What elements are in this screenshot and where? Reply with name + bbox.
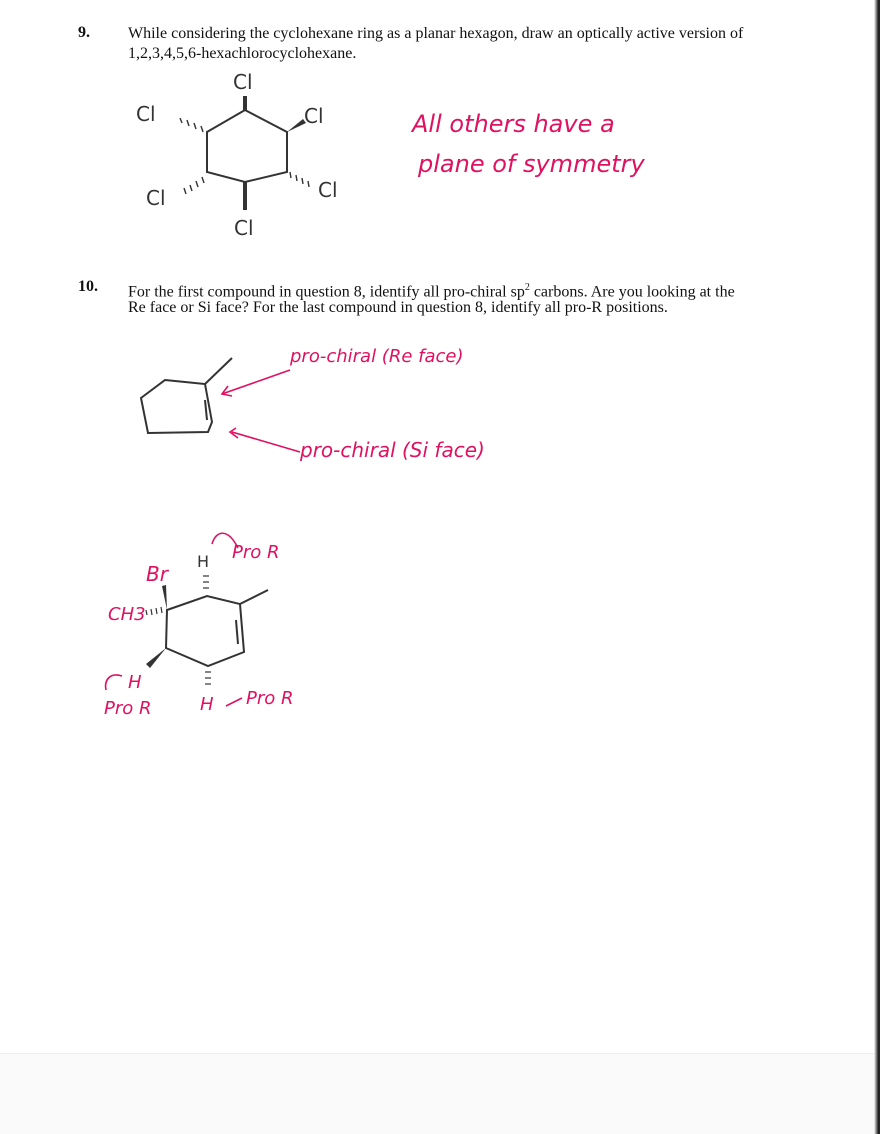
q10-label-pro-r-bottom: Pro R bbox=[246, 688, 294, 709]
q9-cl-left-bottom: Cl bbox=[146, 186, 166, 210]
question-10-text-line1-post: carbons. Are you looking at the bbox=[529, 283, 735, 301]
question-10-text-line2: Re face or Si face? For the last compound in question 8, identify all pro-R positions. bbox=[128, 299, 668, 316]
q10-bottom-methyl bbox=[240, 590, 268, 604]
q10-bottom-double-bond bbox=[236, 620, 238, 644]
question-9-number: 9. bbox=[78, 24, 90, 41]
q10-hash-h-bottom bbox=[205, 672, 211, 684]
q9-cl-top: Cl bbox=[233, 70, 253, 94]
q9-note-line2: plane of symmetry bbox=[418, 150, 645, 178]
question-10-text-line1-pre: For the first compound in question 8, identify all pro-chiral sp bbox=[128, 283, 525, 301]
q9-cl-left-top: Cl bbox=[136, 102, 156, 126]
q10-arrow-pro-r-left bbox=[106, 675, 122, 690]
q10-bottom-hexagon bbox=[166, 596, 244, 666]
q10-label-re: pro-chiral (Re face) bbox=[290, 346, 464, 367]
q10-label-br: Br bbox=[146, 562, 168, 586]
q10-bottom-bonds bbox=[146, 576, 211, 684]
q10-hash-h-top bbox=[203, 576, 209, 588]
q10-label-h-left: H bbox=[128, 672, 142, 693]
q10-bottom-ring bbox=[166, 590, 268, 666]
q10-label-h-top: H bbox=[197, 552, 210, 571]
q10-label-si: pro-chiral (Si face) bbox=[300, 438, 485, 462]
q10-arrow-pro-r-bottom bbox=[226, 698, 242, 706]
q9-note-line1: All others have a bbox=[412, 110, 615, 138]
q9-cl-right-top: Cl bbox=[304, 104, 324, 128]
page-bottom-margin bbox=[0, 1053, 880, 1134]
q10-label-pro-r-top: Pro R bbox=[232, 542, 280, 563]
question-10-number: 10. bbox=[78, 278, 98, 295]
q10-label-ch3: CH3 bbox=[108, 604, 146, 625]
q10-wedge-h-left bbox=[146, 648, 166, 668]
q9-cl-right-bottom: Cl bbox=[318, 178, 338, 202]
page-right-edge bbox=[874, 0, 880, 1134]
q10-hash-ch3 bbox=[146, 607, 162, 615]
question-9-text-line2: 1,2,3,4,5,6-hexachlorocyclohexane. bbox=[128, 45, 357, 62]
q9-cl-bottom: Cl bbox=[234, 216, 254, 240]
q10-label-pro-r-left: Pro R bbox=[104, 698, 152, 719]
q10-wedge-br bbox=[162, 585, 167, 610]
question-10-superscript: 2 bbox=[524, 282, 530, 293]
q10-label-h-bottom: H bbox=[200, 694, 214, 715]
question-9-text-line1: While considering the cyclohexane ring as a planar hexagon, draw an optically active version of bbox=[128, 25, 744, 42]
